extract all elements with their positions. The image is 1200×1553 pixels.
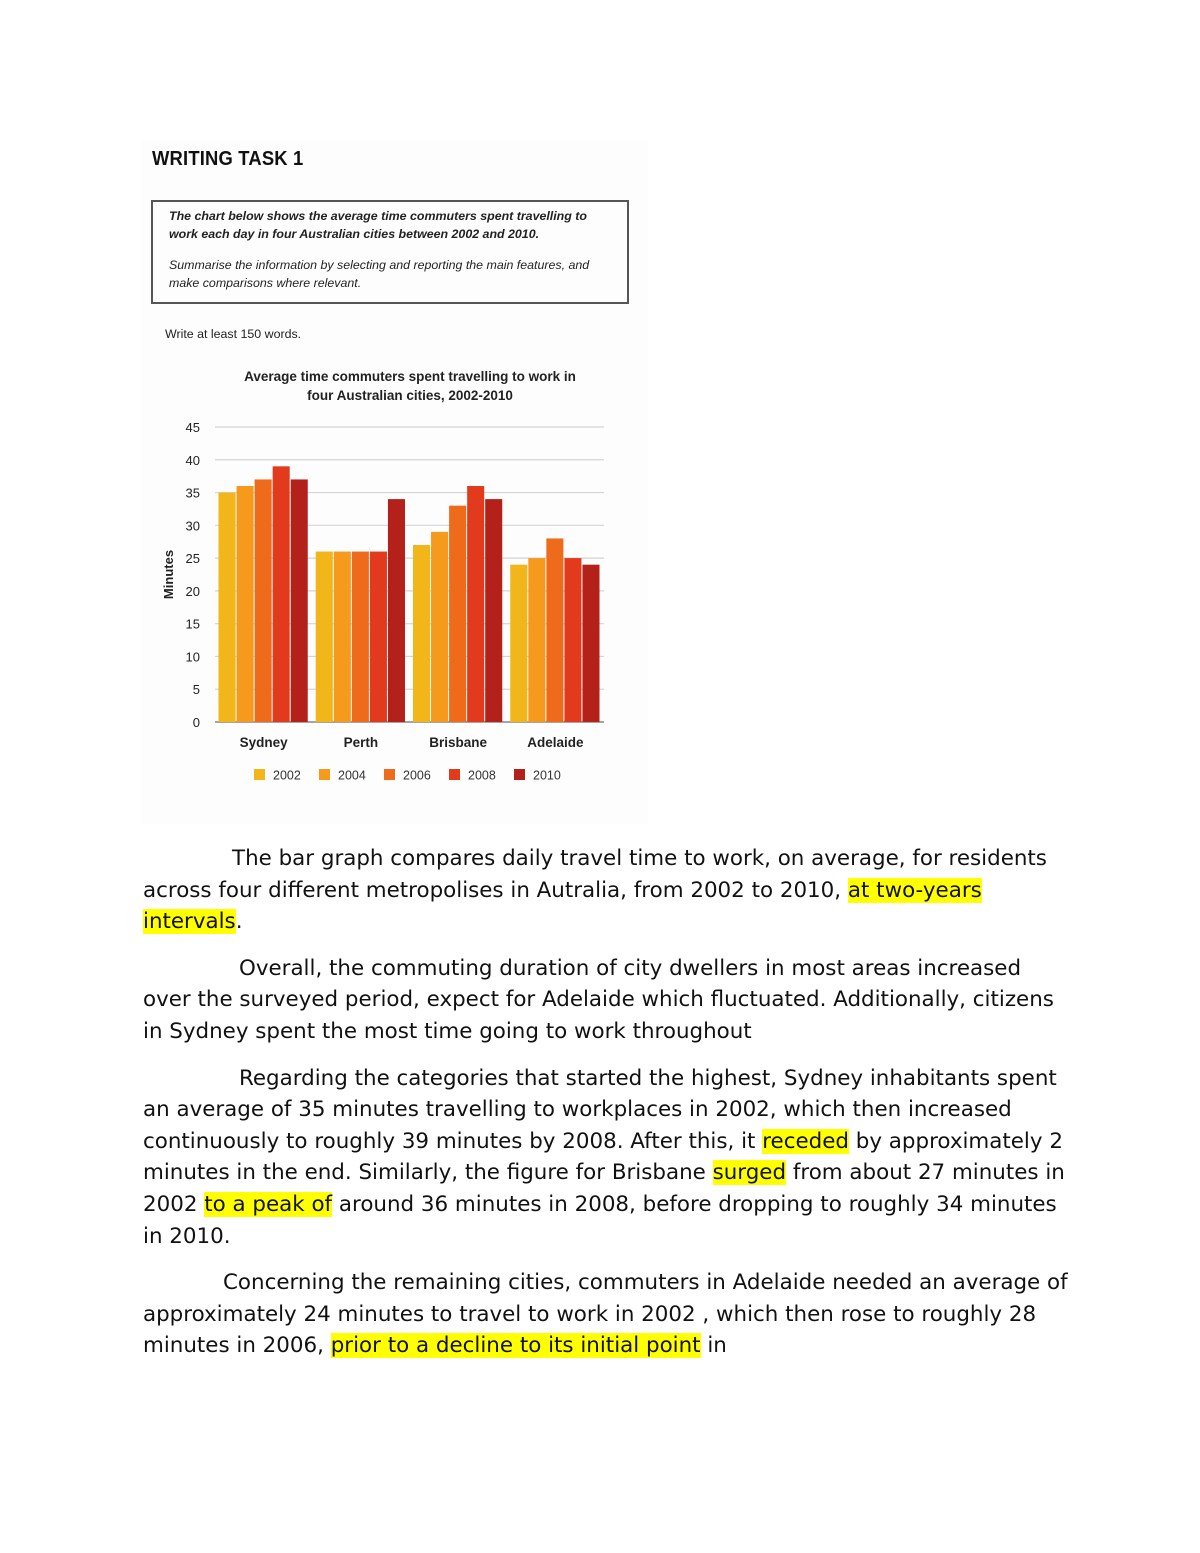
highlighted-phrase: receded xyxy=(762,1128,849,1154)
essay-text: in xyxy=(700,1333,727,1359)
essay-text: Overall, the commuting duration of city dwellers in most areas increased over the surveyed period, expect for Adelaide which fluctuated. Additionally, citizens in Sydney spent the most time going to work throughout xyxy=(143,955,1054,1044)
highlighted-phrase: at two-years intervals xyxy=(143,877,982,935)
bar-sydney-2004 xyxy=(237,486,254,722)
y-tick-label: 45 xyxy=(185,420,200,435)
legend-swatch-2004 xyxy=(319,769,330,780)
essay-body xyxy=(143,843,1073,1377)
y-tick-label: 40 xyxy=(185,452,200,468)
y-tick-label: 10 xyxy=(185,649,200,665)
legend-swatch-2008 xyxy=(449,769,460,780)
x-tick-label: Sydney xyxy=(239,735,288,750)
essay-text: Concerning the remaining cities, commuters in Adelaide needed an average of approximately 24 minutes to travel to work in 2002 , which then rose to roughly 28 minutes in 2006, xyxy=(143,1270,1068,1359)
essay-paragraph-4 xyxy=(143,1267,1073,1362)
task-title: WRITING TASK 1 xyxy=(152,148,304,170)
task-instruction: Summarise the information by selecting and reporting the main features, and make comparisons where relevant. xyxy=(169,258,590,290)
essay-text: The bar graph compares daily travel time to work, on average, for residents across four different metropolises in Autralia, from 2002 to 2010, xyxy=(143,846,1047,903)
y-tick-label: 5 xyxy=(192,682,200,698)
highlighted-phrase: prior to a decline to its initial point xyxy=(330,1333,701,1359)
task-image xyxy=(142,140,648,824)
bar-adelaide-2002 xyxy=(510,565,527,722)
legend-label: 2008 xyxy=(468,768,496,783)
y-tick-label: 30 xyxy=(185,518,200,534)
bar-chart xyxy=(142,140,648,824)
bar-adelaide-2006 xyxy=(546,538,563,722)
bar-perth-2008 xyxy=(370,552,387,722)
legend-label: 2002 xyxy=(273,768,301,783)
legend-swatch-2006 xyxy=(384,769,395,780)
legend-label: 2006 xyxy=(403,768,431,783)
legend-swatch-2002 xyxy=(254,769,265,780)
bar-adelaide-2004 xyxy=(528,558,545,722)
word-count-note: Write at least 150 words. xyxy=(165,327,302,341)
bar-brisbane-2004 xyxy=(431,532,448,722)
y-tick-label: 0 xyxy=(192,715,200,730)
bar-perth-2006 xyxy=(352,552,369,722)
bar-perth-2004 xyxy=(334,552,351,722)
bar-sydney-2002 xyxy=(219,493,236,722)
bar-brisbane-2006 xyxy=(449,506,466,722)
essay-text: Regarding the categories that started the highest, Sydney inhabitants spent an average of 35 minutes travelling to workplaces in 2002, which then increased continuously to roughly 39 minutes by 2008. After this, it xyxy=(143,1065,1057,1154)
essay-text: . xyxy=(235,909,243,935)
bar-brisbane-2010 xyxy=(485,499,502,722)
bar-sydney-2010 xyxy=(291,479,308,722)
legend-swatch-2010 xyxy=(514,769,525,780)
chart-title-line: four Australian cities, 2002-2010 xyxy=(307,388,513,403)
bar-perth-2010 xyxy=(388,499,405,722)
y-tick-label: 35 xyxy=(185,485,200,501)
essay-text: from about 27 minutes in 2002 xyxy=(143,1160,1065,1217)
y-tick-label: 20 xyxy=(185,583,200,599)
legend-label: 2004 xyxy=(338,768,366,783)
y-tick-label: 25 xyxy=(185,551,200,567)
legend-label: 2010 xyxy=(533,768,561,783)
bar-brisbane-2008 xyxy=(467,486,484,722)
chart-title-line: Average time commuters spent travelling to work in xyxy=(244,369,576,384)
essay-text: by approximately 2 minutes in the end. Similarly, the figure for Brisbane xyxy=(143,1128,1063,1186)
highlighted-phrase: to a peak of xyxy=(204,1191,333,1217)
essay-paragraph-2 xyxy=(143,953,1073,1048)
bar-adelaide-2008 xyxy=(564,558,581,722)
y-axis-label: Minutes xyxy=(161,549,176,600)
bar-adelaide-2010 xyxy=(582,565,599,722)
x-tick-label: Perth xyxy=(343,735,379,750)
bar-sydney-2006 xyxy=(255,479,272,722)
highlighted-phrase: surged xyxy=(712,1160,787,1186)
essay-text: around 36 minutes in 2008, before dropping to roughly 34 minutes in 2010. xyxy=(143,1191,1057,1249)
essay-paragraph-3 xyxy=(143,1063,1073,1253)
y-tick-label: 15 xyxy=(185,616,200,632)
x-tick-label: Brisbane xyxy=(429,735,488,750)
essay-paragraph-1 xyxy=(143,843,1073,938)
bar-perth-2002 xyxy=(316,552,333,722)
bar-sydney-2008 xyxy=(273,466,290,722)
x-tick-label: Adelaide xyxy=(527,735,584,750)
bar-brisbane-2002 xyxy=(413,545,430,722)
task-prompt: The chart below shows the average time commuters spent travelling to work each day in four Australian cities between 2002 and 2010. xyxy=(169,209,587,241)
